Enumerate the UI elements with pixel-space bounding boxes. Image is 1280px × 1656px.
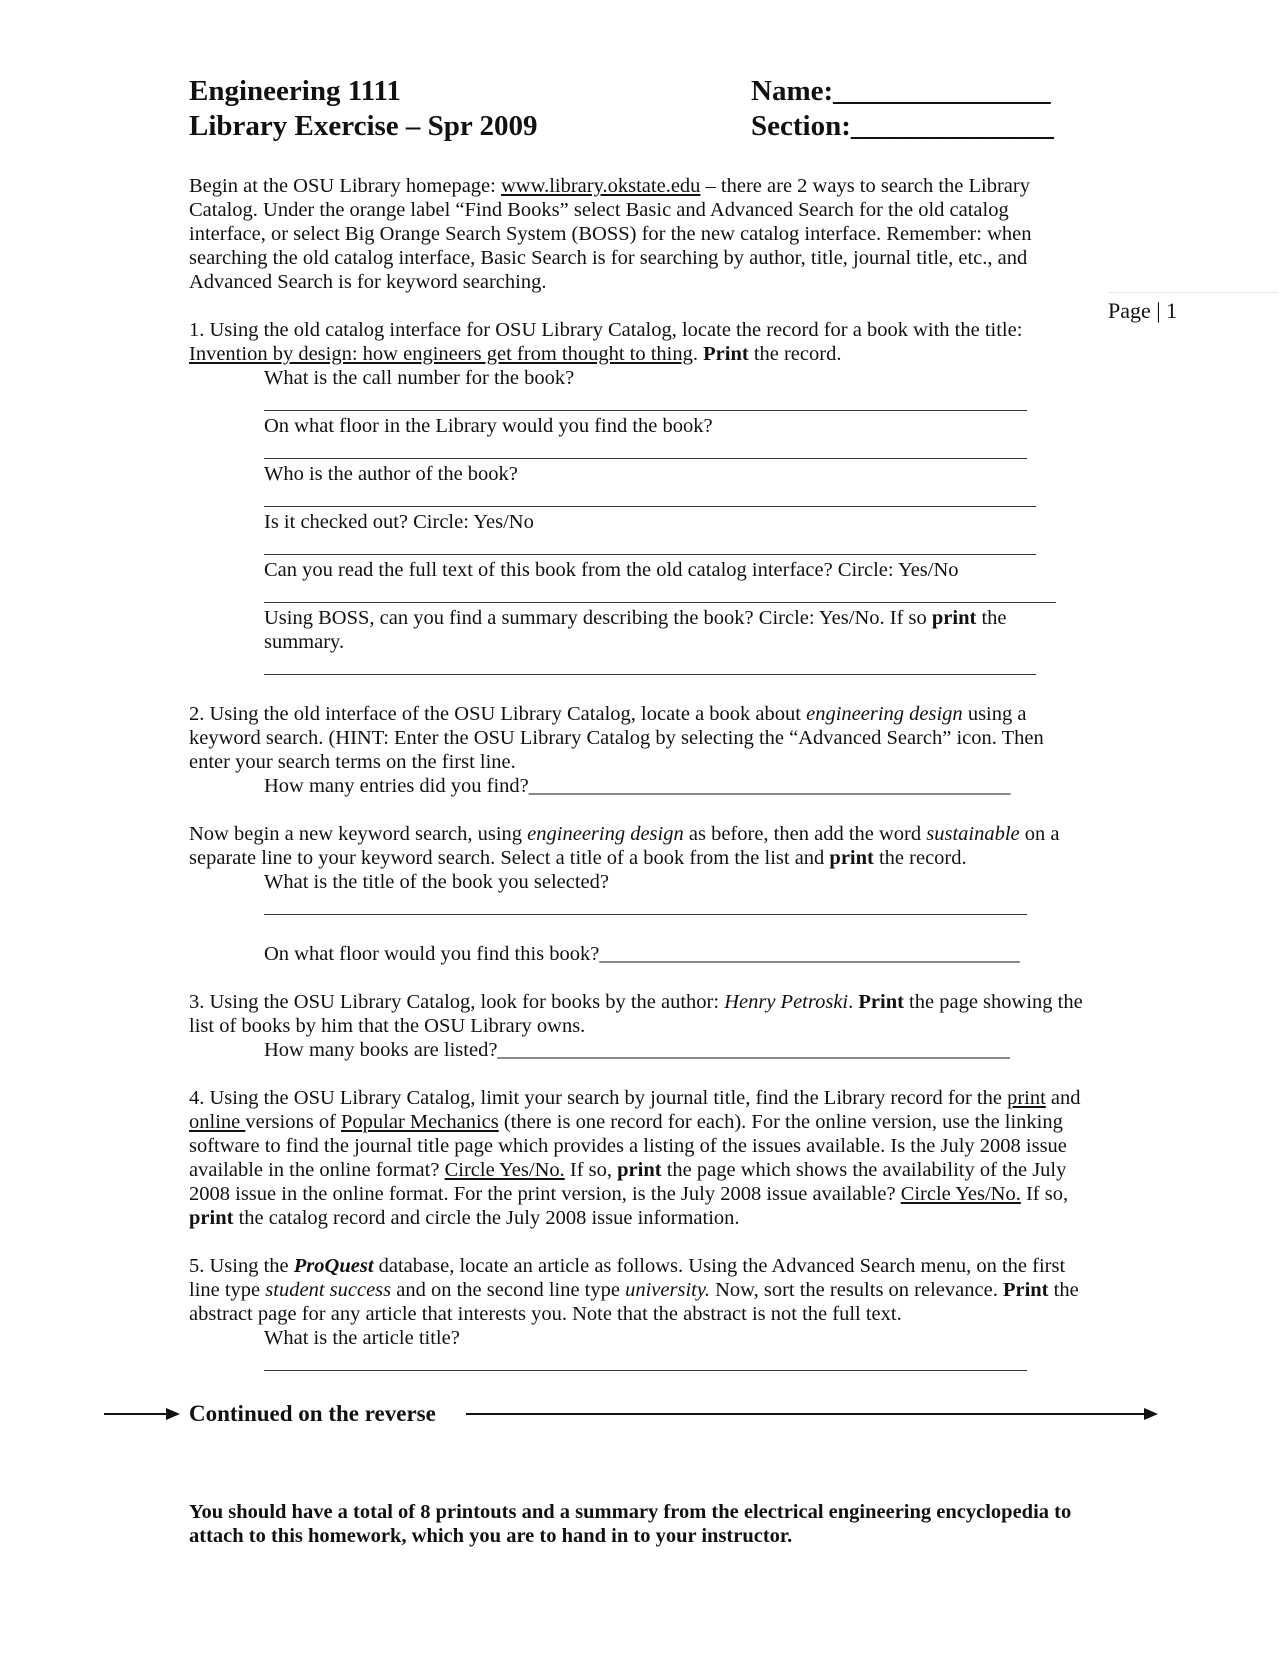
- q2-entries-blank[interactable]: _______________________________________________: [528, 775, 1011, 797]
- q1-full-text-prompt: Can you read the full text of this book from the old catalog interface? Circle: Yes/No: [264, 559, 959, 581]
- question-3: 3. Using the OSU Library Catalog, look for books by the author: Henry Petroski. Print the page showing the list of books by him that the OSU Library owns.: [189, 991, 1083, 1037]
- page-number: Page | 1: [1108, 298, 1178, 323]
- q1-call-number-prompt: What is the call number for the book?: [264, 367, 575, 389]
- q2-title-prompt: What is the title of the book you selected?: [264, 871, 609, 893]
- intro-paragraph: Begin at the OSU Library homepage: www.library.okstate.edu – there are 2 ways to search the Library Catalog. Under the orange label “Find Books” select Basic and Advanced Search for the old catalog interface, or select Big Orange Search System (BOSS) for the new catalog interface. Remember: when searching the old catalog interface, Basic Search is for searching by author, title, journal title, etc., and Advanced Search is for keyword searching.: [189, 175, 1032, 293]
- course-title: Engineering 1111: [189, 75, 401, 107]
- name-label: Name:: [751, 75, 834, 107]
- right-arrow-icon: [466, 1408, 1158, 1420]
- name-blank: _______________: [833, 75, 1051, 107]
- q2-entries-prompt: How many entries did you find?_______________________________________________: [264, 775, 1011, 797]
- question-2: 2. Using the old interface of the OSU Library Catalog, locate a book about engineering design using a keyword search. (HINT: Enter the OSU Library Catalog by selecting the “Advanced Search” icon. Then enter your search terms on the first line.: [189, 703, 1044, 773]
- left-arrow-icon: [104, 1408, 180, 1420]
- exercise-title: Library Exercise – Spr 2009: [189, 110, 538, 142]
- question-2-followup: Now begin a new keyword search, using engineering design as before, then add the word sustainable on a separate line to your keyword search. Select a title of a book from the list and print the record.: [189, 823, 1060, 869]
- question-5: 5. Using the ProQuest database, locate an article as follows. Using the Advanced Search menu, on the first line type student success and on the second line type university. Now, sort the results on relevance. Print the abstract page for any article that interests you. Note that the abstract is not the full text.: [189, 1255, 1079, 1325]
- book-title: Invention by design: how engineers get from thought to thing: [189, 343, 693, 365]
- question-1: 1. Using the old catalog interface for OSU Library Catalog, locate the record for a book with the title: Invention by design: how engineers get from thought to thing. Print the record.: [189, 319, 1023, 365]
- q1-author-prompt: Who is the author of the book?: [264, 463, 518, 485]
- q3-books-prompt: How many books are listed?__________________________________________________: [264, 1039, 1010, 1061]
- library-url-link[interactable]: www.library.okstate.edu: [500, 175, 701, 197]
- final-note: You should have a total of 8 printouts and a summary from the electrical engineering encyclopedia to attach to this homework, which you are to hand in to your instructor.: [189, 1501, 1072, 1547]
- q2-floor-blank[interactable]: _________________________________________: [599, 943, 1020, 965]
- q1-checked-out-prompt: Is it checked out? Circle: Yes/No: [264, 511, 534, 533]
- q2-floor-prompt: On what floor would you find this book?_________________________________________: [264, 943, 1020, 965]
- q3-books-blank[interactable]: __________________________________________________: [497, 1039, 1010, 1061]
- section-label: Section:: [751, 110, 851, 142]
- q1-floor-prompt: On what floor in the Library would you find the book?: [264, 415, 713, 437]
- q1-summary-prompt: Using BOSS, can you find a summary describing the book? Circle: Yes/No. If so print the summary.: [264, 607, 1007, 653]
- section-blank: ______________: [850, 110, 1054, 142]
- question-4: 4. Using the OSU Library Catalog, limit your search by journal title, find the Library record for the print and online versions of Popular Mechanics (there is one record for each). For the online version, use the linking software to find the journal title page which provides a listing of the issues available. Is the July 2008 issue available in the online format? Circle Yes/No. If so, print the page which shows the availability of the July 2008 issue in the online format. For the print version, is the July 2008 issue available? Circle Yes/No. If so, print the catalog record and circle the July 2008 issue information.: [189, 1087, 1081, 1229]
- q5-article-title-prompt: What is the article title?: [264, 1327, 460, 1349]
- continued-on-reverse: Continued on the reverse: [189, 1401, 436, 1426]
